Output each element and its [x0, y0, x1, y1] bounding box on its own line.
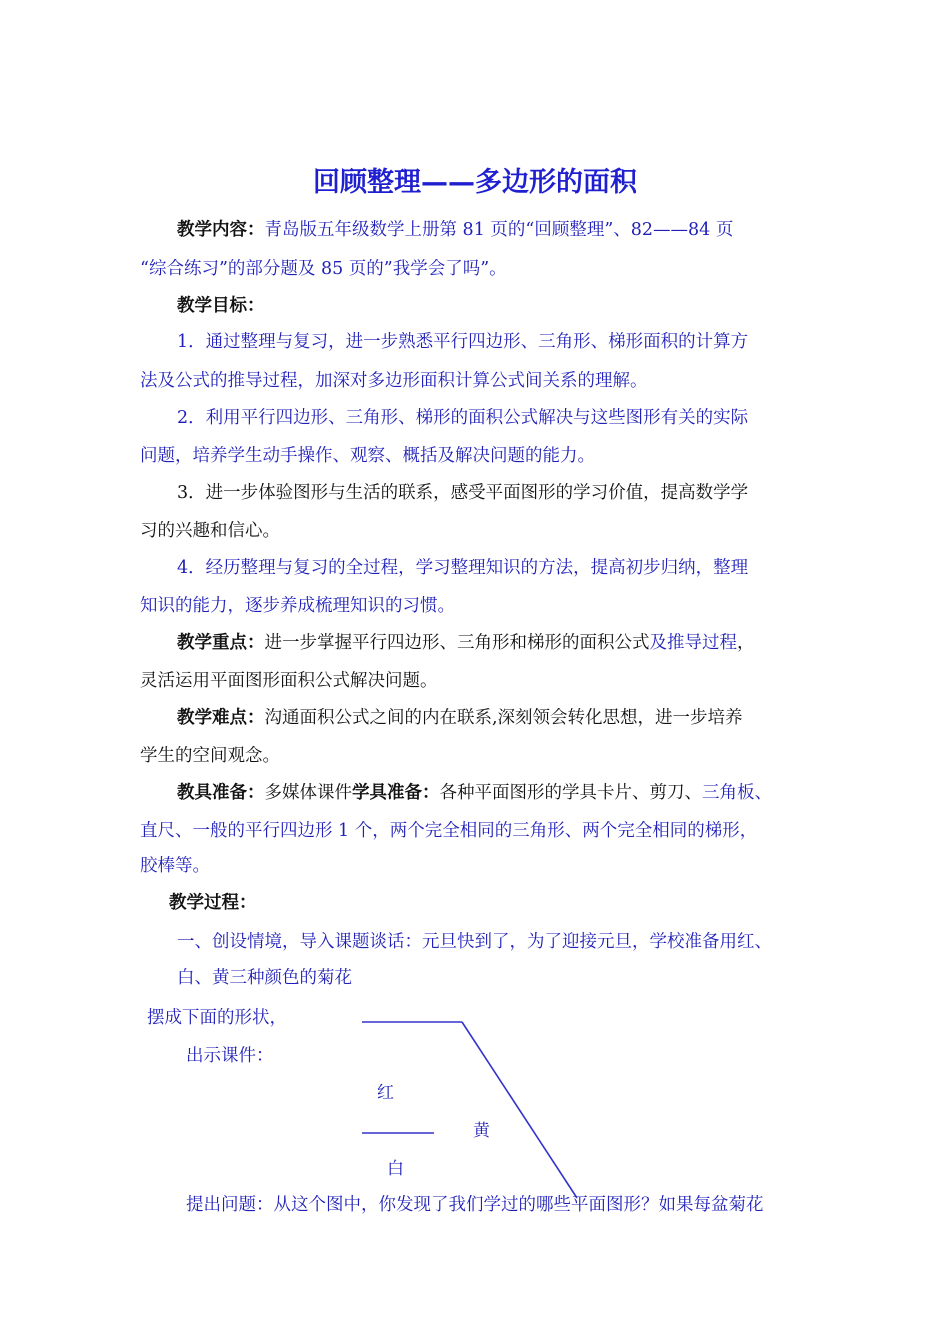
tools-text-2: 各种平面图形的学具卡片、剪刀、 [439, 783, 702, 803]
goal-4-line-2: 知识的能力，逐步养成梳理知识的习惯。 [140, 596, 455, 616]
goals-label: 教学目标： [177, 296, 265, 316]
process-label: 教学过程： [169, 893, 257, 913]
key-points-label: 教学重点： [177, 633, 265, 653]
key-points-text-c: ， [737, 633, 755, 653]
difficulty-label: 教学难点： [177, 708, 265, 728]
process-line-2: 白、黄三种颜色的菊花 [177, 968, 352, 988]
diagram-label-red: 红 [377, 1083, 394, 1103]
diagram-label-white: 白 [387, 1159, 404, 1179]
diagram-slant-line [462, 1022, 577, 1198]
tools-text-3: 三角板、 [702, 783, 772, 803]
process-line-1: 一、创设情境，导入课题谈话：元旦快到了，为了迎接元旦，学校准备用红、 [177, 932, 772, 952]
key-points-text-a: 进一步掌握平行四边形、三角形和梯形的面积公式 [264, 633, 650, 653]
goal-1-line-2: 法及公式的推导过程，加深对多边形面积计算公式间关系的理解。 [140, 371, 648, 391]
goal-2-line-1: 2．利用平行四边形、三角形、梯形的面积公式解决与这些图形有关的实际 [177, 408, 749, 428]
tools-label-2: 学具准备： [352, 783, 440, 803]
tools-line-2: 直尺、一般的平行四边形 1 个，两个完全相同的三角形、两个完全相同的梯形， [140, 821, 758, 841]
content-line-2: “综合练习”的部分题及 85 页的”我学会了吗”。 [140, 259, 507, 279]
process-line-3: 摆成下面的形状， [147, 1008, 287, 1028]
tools-label-1: 教具准备： [177, 783, 265, 803]
goal-2-line-2: 问题，培养学生动手操作、观察、概括及解决问题的能力。 [140, 446, 595, 466]
tools-text-1: 多媒体课件 [264, 783, 352, 803]
goal-4-line-1: 4．经历整理与复习的全过程，学习整理知识的方法，提高初步归纳，整理 [177, 558, 749, 578]
process-line-4: 出示课件： [186, 1046, 274, 1066]
content-text-1: 青岛版五年级数学上册第 81 页的“回顾整理”、82——84 页 [264, 220, 734, 240]
process-line-5: 提出问题：从这个图中，你发现了我们学过的哪些平面图形？如果每盆菊花 [186, 1195, 764, 1215]
tools-line-3: 胶棒等。 [140, 856, 210, 876]
key-points-text-b: 及推导过程 [649, 633, 737, 653]
content-label: 教学内容： [177, 220, 265, 240]
difficulty-text: 沟通面积公式之间的内在联系,深刻领会转化思想，进一步培养 [264, 708, 743, 728]
goal-1-line-1: 1．通过整理与复习，进一步熟悉平行四边形、三角形、梯形面积的计算方 [177, 332, 749, 352]
difficulty-line-2: 学生的空间观念。 [140, 746, 280, 766]
diagram-label-yellow: 黄 [473, 1121, 490, 1141]
goal-3-line-1: 3．进一步体验图形与生活的联系，感受平面图形的学习价值，提高数学学 [177, 483, 749, 503]
page-title: 回顾整理——多边形的面积 [313, 167, 637, 198]
goal-3-line-2: 习的兴趣和信心。 [140, 521, 280, 541]
key-points-line-2: 灵活运用平面图形面积公式解决问题。 [140, 671, 438, 691]
